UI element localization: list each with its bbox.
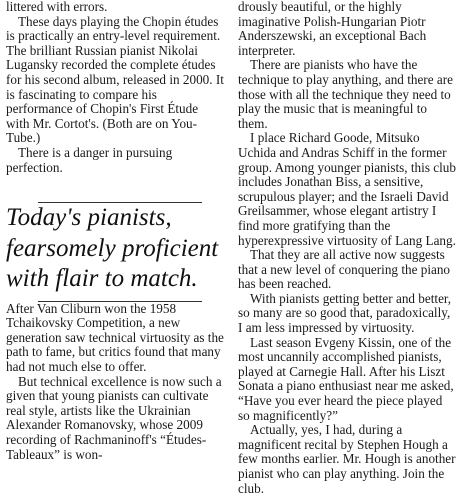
- paragraph: But technical excellence is now such a given that young pianists can cultivate real style, artists like the Ukrainian Alexander Romanovsky, whose 2009 recording of Rachmaninoff's “Études-Tableaux” is won-: [6, 373, 222, 462]
- pull-quote: Today's pianists, fearsomely proficient with flair to match.: [6, 204, 219, 293]
- paragraph: With pianists getting better and better, so many are so good that, paradoxically, I am less impressed by virtuosity.: [238, 290, 452, 336]
- paragraph: drously beautiful, or the highly imaginative Polish-Hungarian Piotr Anderszewski, an exceptional Bach interpreter.: [238, 0, 427, 58]
- paragraph: littered with errors.: [6, 0, 108, 14]
- paragraph: Last season Evgeny Kissin, one of the most uncannily accomplished pianists, played at Carnegie Hall. After his Liszt Sonata a piano enthusiast near me asked, “Have you ever heard the piece played so magnificently?”: [238, 334, 454, 423]
- paragraph: I place Richard Goode, Mitsuko Uchida and Andras Schiff in the former group. Among younger pianists, this club includes Jonathan Biss, a sensitive, scrupulous player; and the Israeli David Greilsammer, whose elegant artistry I find more gratifying than the hyperexpressive virtuosity of Lang Lang.: [238, 130, 456, 248]
- pull-quote-block: [6, 202, 224, 302]
- paragraph: There are pianists who have the technique to play anything, and there are those with all the technique they need to play the music that is meaningful to them.: [238, 57, 453, 131]
- paragraph: After Van Cliburn won the 1958 Tchaikovsky Competition, a new generation saw technical virtuosity as the path to fame, but critics found that many had not much else to offer.: [6, 300, 224, 374]
- paragraph: Actually, yes, I had, during a magnificent recital by Stephen Hough a few months earlier. Mr. Hough is another pianist who can play anything. Join the club.: [238, 422, 456, 496]
- paragraph: There is a danger in pursuing perfection.: [6, 144, 173, 175]
- paragraph: These days playing the Chopin études is practically an entry-level requirement. The brilliant Russian pianist Nikolai Lugansky recorded the complete études for his second album, released in 2000. It is fascinating to compare his performance of Chopin's First Étude with Mr. Cortot's. (Both are on You-Tube.): [6, 13, 224, 146]
- article-column-left: [6, 0, 224, 462]
- paragraph: That they are all active now suggests that a new level of conquering the piano has been reached.: [238, 247, 451, 292]
- article-column-right: [238, 0, 456, 496]
